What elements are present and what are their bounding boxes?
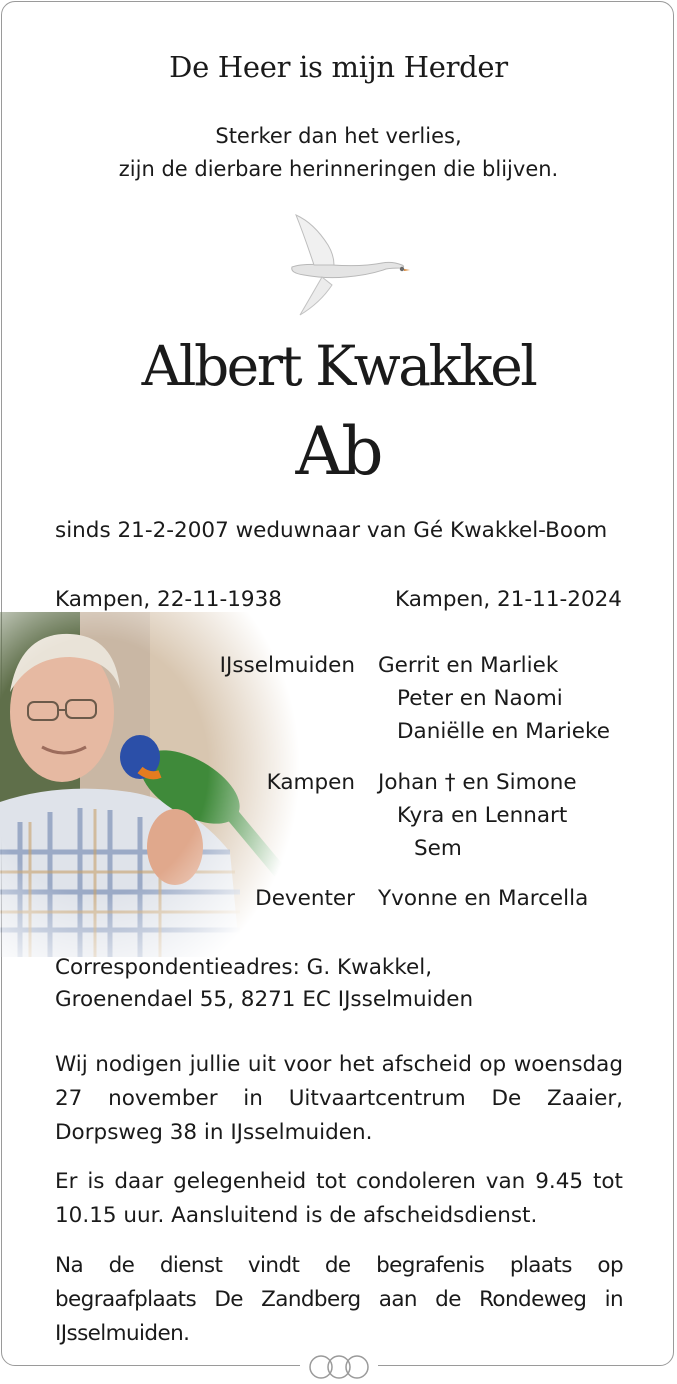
family-line: Sem [414,836,462,861]
family-place-1: IJsselmuiden [219,653,355,678]
condolence-paragraph: Er is daar gelegenheid tot condoleren van 9.45 tot 10.15 uur. Aansluitend is de afscheidsdienst. [55,1169,623,1228]
quote-line-2: zijn de dierbare herinneringen die blijven. [118,157,559,181]
widower-note: sinds 21-2-2007 weduwnaar van Gé Kwakkel-Boom [55,518,608,543]
motto: De Heer is mijn Herder [169,50,508,84]
invitation-paragraph: Wij nodigen jullie uit voor het afscheid op woensdag 27 november in Uitvaartcentrum De Zaaier, Dorpsweg 38 in IJsselmuiden. [55,1052,623,1145]
deceased-full-name: Albert Kwakkel [141,334,536,398]
family-place-3: Deventer [255,886,355,911]
correspondence-line-2: Groenendael 55, 8271 EC IJsselmuiden [55,987,474,1012]
family-place-2: Kampen [266,770,355,795]
family-line: Yvonne en Marcella [378,886,589,911]
family-line: Johan † en Simone [378,770,577,795]
family-line: Gerrit en Marliek [378,653,559,678]
family-line: Daniëlle en Marieke [397,719,610,744]
death-date: Kampen, 21-11-2024 [395,587,622,612]
birth-date: Kampen, 22-11-1938 [55,587,282,612]
correspondence-line-1: Correspondentieadres: G. Kwakkel, [55,955,433,980]
quote-line-1: Sterker dan het verlies, [215,124,462,148]
swan-icon [262,205,412,325]
family-line: Kyra en Lennart [397,803,568,828]
family-line: Peter en Naomi [397,686,563,711]
triple-ring-ornament-icon [300,1354,378,1380]
deceased-nickname: Ab [295,413,382,490]
burial-paragraph: Na de dienst vindt de begrafenis plaats op begraafplaats De Zandberg aan de Rondeweg in IJsselmuiden. [55,1253,623,1346]
